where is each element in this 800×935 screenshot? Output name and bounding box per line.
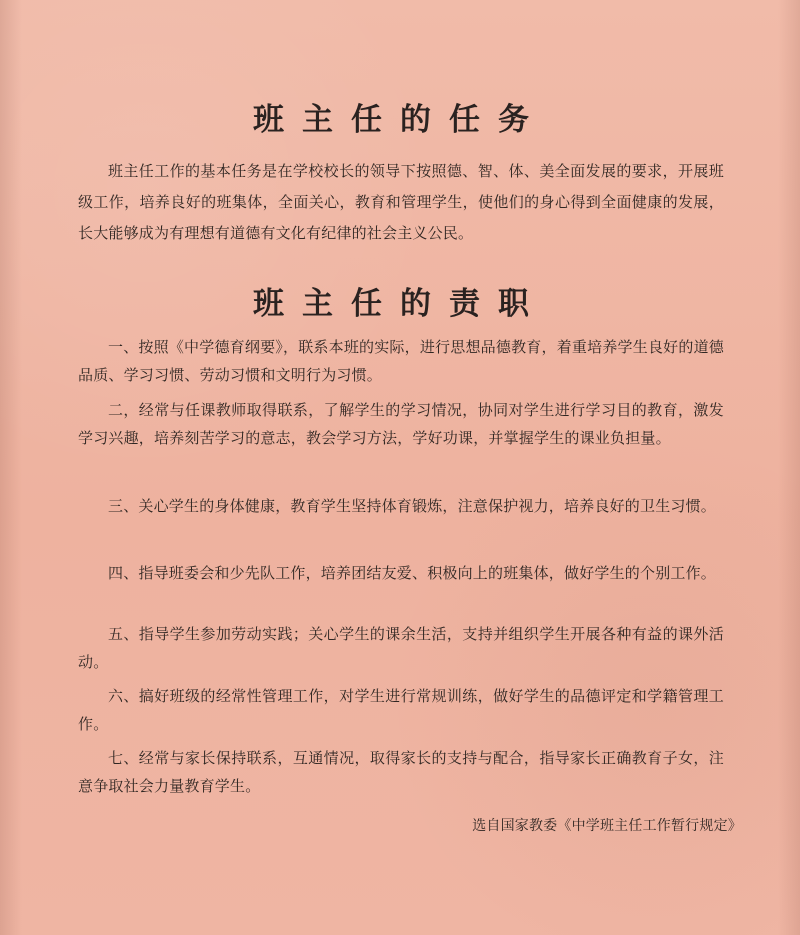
- source-note: 选自国家教委《中学班主任工作暂行规定》: [472, 818, 742, 834]
- duty-item-2: 二，经常与任课教师取得联系，了解学生的学习情况，协同对学生进行学习目的教育，激发学习兴趣，培养刻苦学习的意志，教会学习方法，学好功课，并掌握学生的课业负担量。: [78, 401, 724, 447]
- duty-item-1: 一、按照《中学德育纲要》，联系本班的实际，进行思想品德教育，着重培养学生良好的道德品质、学习习惯、劳动习惯和文明行为习惯。: [78, 338, 724, 384]
- duty-item-5: 五、指导学生参加劳动实践；关心学生的课余生活，支持并组织学生开展各种有益的课外活动。: [78, 625, 724, 671]
- right-edge-shadow: [778, 0, 800, 935]
- duty-item-6: 六、搞好班级的经常性管理工作，对学生进行常规训练，做好学生的品德评定和学籍管理工作。: [78, 687, 724, 733]
- tasks-title: 班主任的任务: [253, 102, 547, 138]
- duty-item-3: 三、关心学生的身体健康，教育学生坚持体育锻炼，注意保护视力，培养良好的卫生习惯。: [108, 497, 717, 515]
- duty-item-4: 四、指导班委会和少先队工作，培养团结友爱、积极向上的班集体，做好学生的个别工作。: [108, 564, 717, 582]
- duty-item-7: 七、经常与家长保持联系，互通情况，取得家长的支持与配合，指导家长正确教育子女，注意争取社会力量教育学生。: [78, 749, 724, 795]
- tasks-paragraph: 班主任工作的基本任务是在学校校长的领导下按照德、智、体、美全面发展的要求，开展班级工作，培养良好的班集体，全面关心，教育和管理学生，使他们的身心得到全面健康的发展，长大能够成为有理想有道德有文化有纪律的社会主义公民。: [78, 162, 724, 242]
- duties-title: 班主任的责职: [253, 286, 547, 322]
- left-edge-shadow: [0, 0, 22, 935]
